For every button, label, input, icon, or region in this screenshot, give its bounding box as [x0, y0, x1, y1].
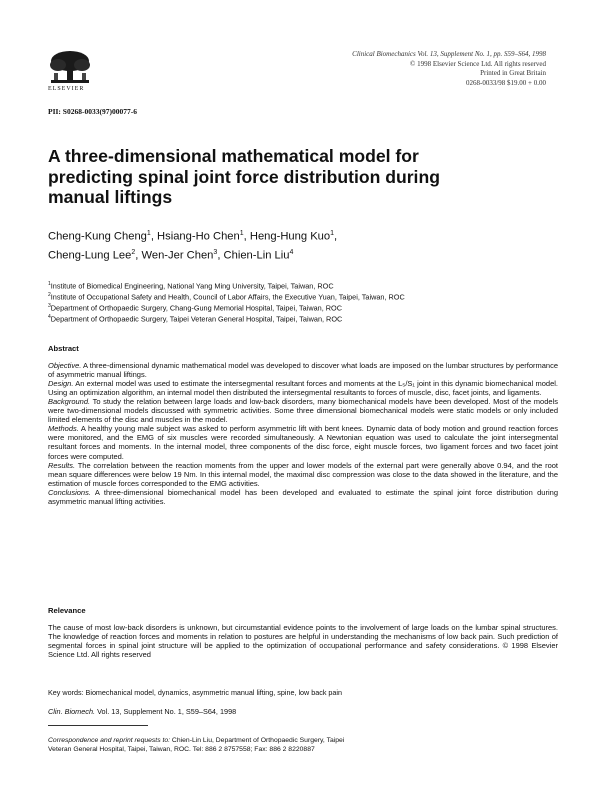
- author-affiliation-mark: 1: [146, 230, 151, 237]
- journal-line: Printed in Great Britain: [480, 69, 546, 78]
- citation-journal: Clin. Biomech.: [48, 707, 96, 716]
- pii-identifier: PII: S0268-0033(97)00077-6: [48, 107, 137, 116]
- abstract-paragraph: [48, 488, 558, 506]
- abstract-text: An external model was used to estimate the intersegmental resultant forces and moments at the L₅/S₁ joint in this dynamic biomechanical model. Using an optimization algorithm, an internal model then distributed the intersegmental resultants to forces of muscle, disc, facet joints, and ligaments.: [48, 379, 558, 398]
- author-separator: ,: [217, 249, 224, 262]
- publisher-name: ELSEVIER: [48, 86, 85, 92]
- author-affiliation-mark: 1: [239, 230, 244, 237]
- abstract-text: A three-dimensional dynamic mathematical model was developed to discover what loads are imposed on the lumbar structures by performance of asymmetric manual liftings.: [48, 361, 558, 380]
- abstract-paragraph: [48, 424, 558, 460]
- relevance-text: The cause of most low-back disorders is unknown, but circumstantial evidence points to the involvement of large loads on the lumbar spinal structures. The knowledge of reaction forces and moments in relation to postures are helpful in understanding the mechanisms of low back pain. Such prediction of segmental forces in spinal joint structure will be applied to the optimization of occupational performance and safety considerations. © 1998 Elsevier Science Ltd. All rights reserved: [48, 623, 558, 660]
- abstract-text: A healthy young male subject was asked to perform asymmetric lift with bent knees. Dynamic data of body motion and ground reaction forces were monitored, and the EMG of six muscles were recorded simultaneously. A Newtonian equation was used to calculate the joint intersegmental resultant forces and moments. In the internal model, three components of the disc force, eight muscle forces, two ligament forces and two facet joint forces were computed.: [48, 424, 558, 461]
- author-separator: ,: [243, 230, 250, 243]
- author-name: Wen-Jer Chen: [141, 249, 214, 262]
- correspondence-text: Chien-Lin Liu, Department of Orthopaedic Surgery, Taipei Veteran General Hospital, Taipei, Taiwan, ROC. Tel: 886 2 8757558; Fax: 886 2 8220887: [48, 737, 345, 753]
- abstract-paragraph: [48, 379, 558, 397]
- affiliation-mark: 2: [48, 292, 51, 299]
- affiliation-item: [48, 280, 568, 291]
- affiliation-text: Department of Orthopaedic Surgery, Chang-Gung Memorial Hospital, Taipei, Taiwan, ROC: [50, 303, 342, 313]
- affiliation-mark: 3: [48, 303, 51, 310]
- affiliation-text: Institute of Occupational Safety and Health, Council of Labor Affairs, the Executive Yuan, Taipei, Taiwan, ROC: [50, 292, 405, 302]
- abstract-text: The correlation between the reaction moments from the upper and lower models of the external part were generally above 0.94, and the root mean square differences were below 19 Nm. In this internal model, the maximal disc compression was close to the data showed in the literature, and the estimation of muscle forces corresponded to the EMG activities.: [48, 460, 558, 488]
- citation-details: Vol. 13, Supplement No. 1, S59–S64, 1998: [95, 707, 237, 716]
- abstract-label: Methods.: [48, 424, 79, 434]
- abstract-text: To study the relation between large loads and low-back disorders, many biomechanical models have been developed. Most of the models were two-dimensional models discussed with symmetric activities. Some three dimensional biomechanical models were static models or only included limited elements of the disc and muscles in the model.: [48, 397, 558, 425]
- abstract-body: [48, 361, 558, 506]
- abstract-label: Background.: [48, 397, 91, 407]
- author-affiliation-mark: 1: [330, 230, 335, 237]
- journal-line: Clinical Biomechanics Vol. 13, Supplement No. 1, pp. S59–S64, 1998: [352, 50, 546, 58]
- abstract-label: Results.: [48, 460, 76, 470]
- footnote-divider: [48, 725, 148, 726]
- keywords: Key words: Biomechanical model, dynamics, asymmetric manual lifting, spine, low back pain: [48, 688, 343, 697]
- affiliation-text: Department of Orthopaedic Surgery, Taipei Veteran General Hospital, Taipei, Taiwan, ROC: [50, 314, 343, 324]
- journal-info: [286, 50, 546, 88]
- journal-line: © 1998 Elsevier Science Ltd. All rights reserved: [410, 59, 546, 68]
- correspondence-note: [48, 736, 348, 754]
- author-affiliation-mark: 2: [131, 249, 136, 257]
- author-separator: ,: [334, 230, 338, 243]
- journal-line: 0268-0033/98 $19.00 + 0.00: [466, 78, 546, 87]
- article-title: A three-dimensional mathematical model for predicting spinal joint force distribution during manual liftings: [48, 146, 440, 207]
- author-affiliation-mark: 3: [213, 249, 218, 257]
- author-list: [48, 226, 448, 264]
- author-affiliation-mark: 4: [289, 249, 294, 257]
- tree-icon: [48, 50, 92, 84]
- abstract-paragraph: [48, 361, 558, 379]
- author-name: Cheng-Kung Cheng: [48, 230, 147, 243]
- affiliation-item: [48, 291, 568, 302]
- relevance-section: [48, 606, 558, 659]
- affiliation-mark: 1: [48, 281, 51, 287]
- affiliation-text: Institute of Biomedical Engineering, National Yang Ming University, Taipei, Taiwan, ROC: [50, 281, 334, 291]
- abstract-section: [48, 344, 558, 506]
- affiliation-item: [48, 302, 568, 313]
- abstract-label: Conclusions.: [48, 487, 91, 497]
- author-name: Chien-Lin Liu: [223, 249, 290, 262]
- affiliation-mark: 4: [48, 314, 51, 321]
- correspondence-label: Correspondence and reprint requests to:: [48, 737, 171, 744]
- abstract-paragraph: [48, 397, 558, 424]
- author-separator: ,: [150, 230, 158, 243]
- author-name: Hsiang-Ho Chen: [157, 230, 240, 243]
- abstract-text: A three-dimensional biomechanical model has been developed and evaluated to estimate the spinal joint force distribution during asymmetric manual lifting activities.: [48, 487, 558, 506]
- author-separator: ,: [135, 249, 142, 262]
- author-name: Heng-Hung Kuo: [249, 230, 331, 243]
- abstract-label: Design.: [48, 379, 74, 389]
- citation: [48, 707, 558, 716]
- abstract-label: Objective.: [48, 361, 82, 371]
- abstract-heading: Abstract: [48, 344, 79, 353]
- elsevier-tree-logo: [48, 50, 92, 106]
- abstract-paragraph: [48, 461, 558, 488]
- author-name: Cheng-Lung Lee: [48, 249, 132, 262]
- affiliation-list: [48, 280, 568, 324]
- affiliation-item: [48, 313, 568, 324]
- relevance-heading: Relevance: [48, 606, 86, 615]
